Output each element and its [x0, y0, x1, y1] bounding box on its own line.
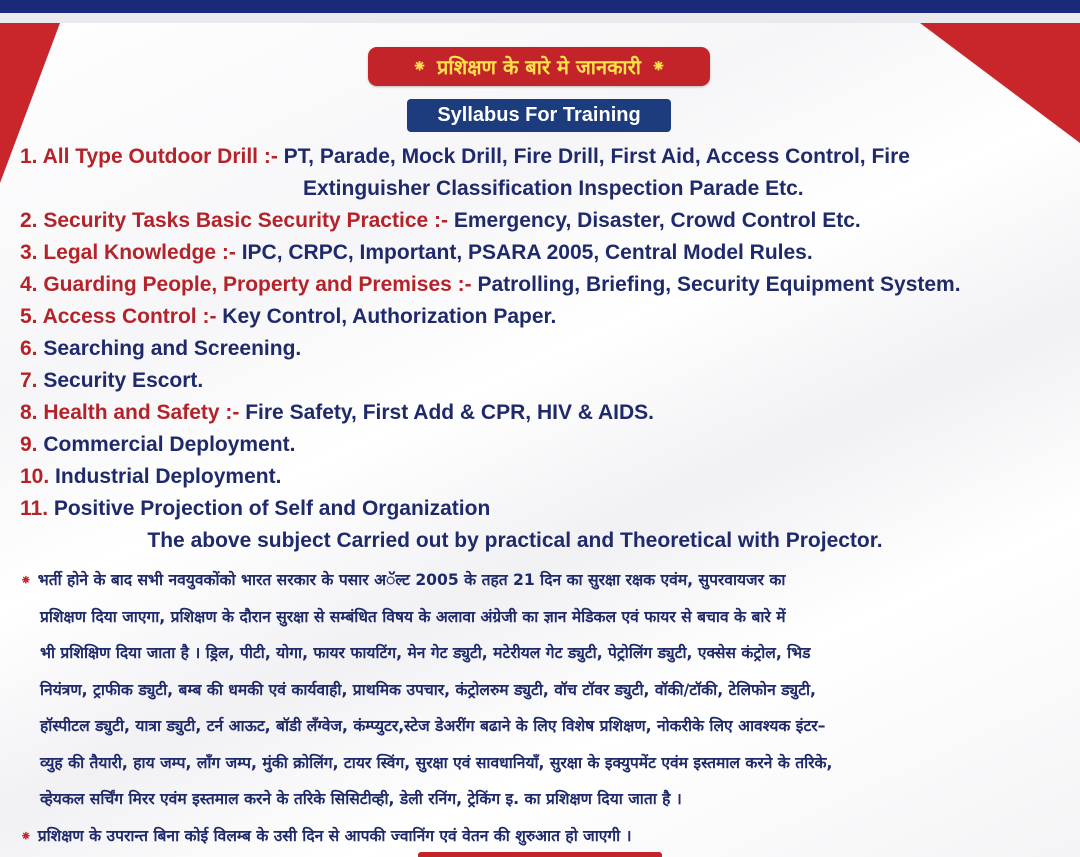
- syllabus-item-body: Extinguisher Classification Inspection Parade Etc.: [303, 177, 804, 200]
- syllabus-item-body: IPC, CRPC, Important, PSARA 2005, Central Model Rules.: [235, 241, 813, 264]
- syllabus-item-head: 5. Access Control :-: [20, 305, 217, 328]
- syllabus-item: [20, 461, 1070, 493]
- syllabus-item-head: 9.: [20, 433, 38, 456]
- syllabus-list: [20, 141, 1070, 557]
- star-icon: ⁕: [411, 56, 428, 77]
- syllabus-item-head: 6.: [20, 337, 38, 360]
- syllabus-item-body: Commercial Deployment.: [37, 433, 296, 456]
- note-paragraph-line: [20, 781, 1065, 818]
- note-paragraph-line: [20, 745, 1065, 782]
- note-text: हॉस्पीटल ड्युटी, यात्रा ड्युटी, टर्न आऊट, बॉडी लँग्वेज, कंम्प्युटर,स्टेज डेअरींग बढाने के लिए विशेष प्रशिक्षण, नोकरीके लिए आवश्यक इंटर–: [40, 717, 826, 735]
- syllabus-item-head: 7.: [20, 369, 38, 392]
- syllabus-item: [20, 237, 1070, 269]
- syllabus-item-body: Searching and Screening.: [37, 337, 302, 360]
- syllabus-item-body: Positive Projection of Self and Organization: [48, 497, 491, 520]
- syllabus-item: [20, 365, 1070, 397]
- syllabus-item: [20, 141, 1070, 173]
- syllabus-item-body: PT, Parade, Mock Drill, Fire Drill, First Aid, Access Control, Fire: [277, 145, 910, 168]
- syllabus-closing-text: The above subject Carried out by practical and Theoretical with Projector.: [147, 529, 883, 552]
- note-text: प्रशिक्षण के उपरान्त बिना कोई विलम्ब के उसी दिन से आपकी ज्वानिंग एवं वेतन की शुरुआत हो जाएगी ।: [37, 826, 632, 845]
- note-text: व्युह की तैयारी, हाय जम्प, लाँग जम्प, मुंकी क्रोलिंग, टायर स्विंग, सुरक्षा एवं सावधानियाँ, सुरक्षा के इक्युपमेंट एवंम इस्तमाल करने के तरिके,: [40, 753, 833, 772]
- note-text: नियंत्रण, ट्राफीक ड्युटी, बम्ब की धमकी एवं कार्यवाही, प्राथमिक उपचार, कंट्रोलरुम ड्युटी, वॉच टॉवर ड्युटी, वॉकी/टॉकी, टेलिफोन ड्युटी,: [40, 680, 816, 699]
- note-text: भी प्रशिक्षिण दिया जाता है । ड्रिल, पीटी, योगा, फायर फायटिंग, मेन गेट ड्युटी, मटेरीयल गेट ड्युटी, पेट्रोलिंग ड्युटी, एक्सेस कंट्रोल, भिड: [40, 644, 811, 662]
- note-paragraph-line: [20, 635, 1065, 672]
- syllabus-item-head: 11.: [20, 497, 49, 520]
- title-badge: [368, 47, 710, 86]
- syllabus-item-body: Patrolling, Briefing, Security Equipment System.: [471, 273, 961, 296]
- syllabus-item-continuation: [20, 173, 1070, 205]
- syllabus-item: [20, 269, 1070, 301]
- note-text: भर्ती होने के बाद सभी नवयुवकोंको भारत सरकार के पसार अॅल्ट 2005 के तहत 21 दिन का सुरक्षा रक्षक एवंम, सुपरवायजर का: [37, 571, 786, 589]
- syllabus-item: [20, 493, 1070, 525]
- subtitle-badge: [407, 99, 671, 132]
- note-text: प्रशिक्षण दिया जाएगा, प्रशिक्षण के दौरान सुरक्षा से सम्बंधित विषय के अलावा अंग्रेजी का ज्ञान मेडिकल एवं फायर से बचाव के बारे में: [40, 607, 786, 626]
- page-subtitle: Syllabus For Training: [437, 104, 641, 126]
- syllabus-item-body: Security Escort.: [37, 369, 204, 392]
- syllabus-item-body: Key Control, Authorization Paper.: [216, 305, 557, 328]
- note-paragraph-line: [20, 599, 1065, 636]
- note-final-line: [20, 818, 1065, 855]
- syllabus-item-head: 1. All Type Outdoor Drill :-: [20, 145, 278, 168]
- note-paragraph-line: [20, 562, 1065, 599]
- note-text: व्हेयकल सर्चिंग मिरर एवंम इस्तमाल करने के तरिके सिसिटीव्ही, डेली रनिंग, ट्रेकिंग इ. का प्रशिक्षण दिया जाता है ।: [40, 790, 682, 808]
- right-corner-ribbon: [920, 23, 1080, 143]
- syllabus-item-body: Fire Safety, First Add & CPR, HIV & AIDS.: [239, 401, 655, 424]
- star-bullet-icon: ⁕: [20, 573, 32, 589]
- syllabus-item-body: Industrial Deployment.: [49, 465, 282, 488]
- syllabus-item-head: 3. Legal Knowledge :-: [20, 241, 236, 264]
- bottom-red-tab: [418, 852, 662, 857]
- syllabus-item-body: Emergency, Disaster, Crowd Control Etc.: [448, 209, 861, 232]
- syllabus-closing-line: [20, 525, 1070, 557]
- note-paragraph-line: [20, 708, 1065, 745]
- syllabus-item: [20, 397, 1070, 429]
- syllabus-item-head: 8. Health and Safety :-: [20, 401, 240, 424]
- top-gray-strip: [0, 13, 1080, 23]
- star-icon: ⁕: [650, 56, 667, 77]
- syllabus-item: [20, 333, 1070, 365]
- syllabus-item: [20, 205, 1070, 237]
- syllabus-item: [20, 429, 1070, 461]
- hindi-notes: [20, 562, 1065, 854]
- note-paragraph-line: [20, 672, 1065, 709]
- syllabus-item-head: 10.: [20, 465, 50, 488]
- page-title: प्रशिक्षण के बारे मे जानकारी: [437, 55, 641, 79]
- syllabus-item: [20, 301, 1070, 333]
- syllabus-item-head: 2. Security Tasks Basic Security Practice :-: [20, 209, 448, 232]
- syllabus-item-head: 4. Guarding People, Property and Premises :-: [20, 273, 472, 296]
- star-bullet-icon: ⁕: [20, 828, 32, 845]
- top-navy-bar: [0, 0, 1080, 13]
